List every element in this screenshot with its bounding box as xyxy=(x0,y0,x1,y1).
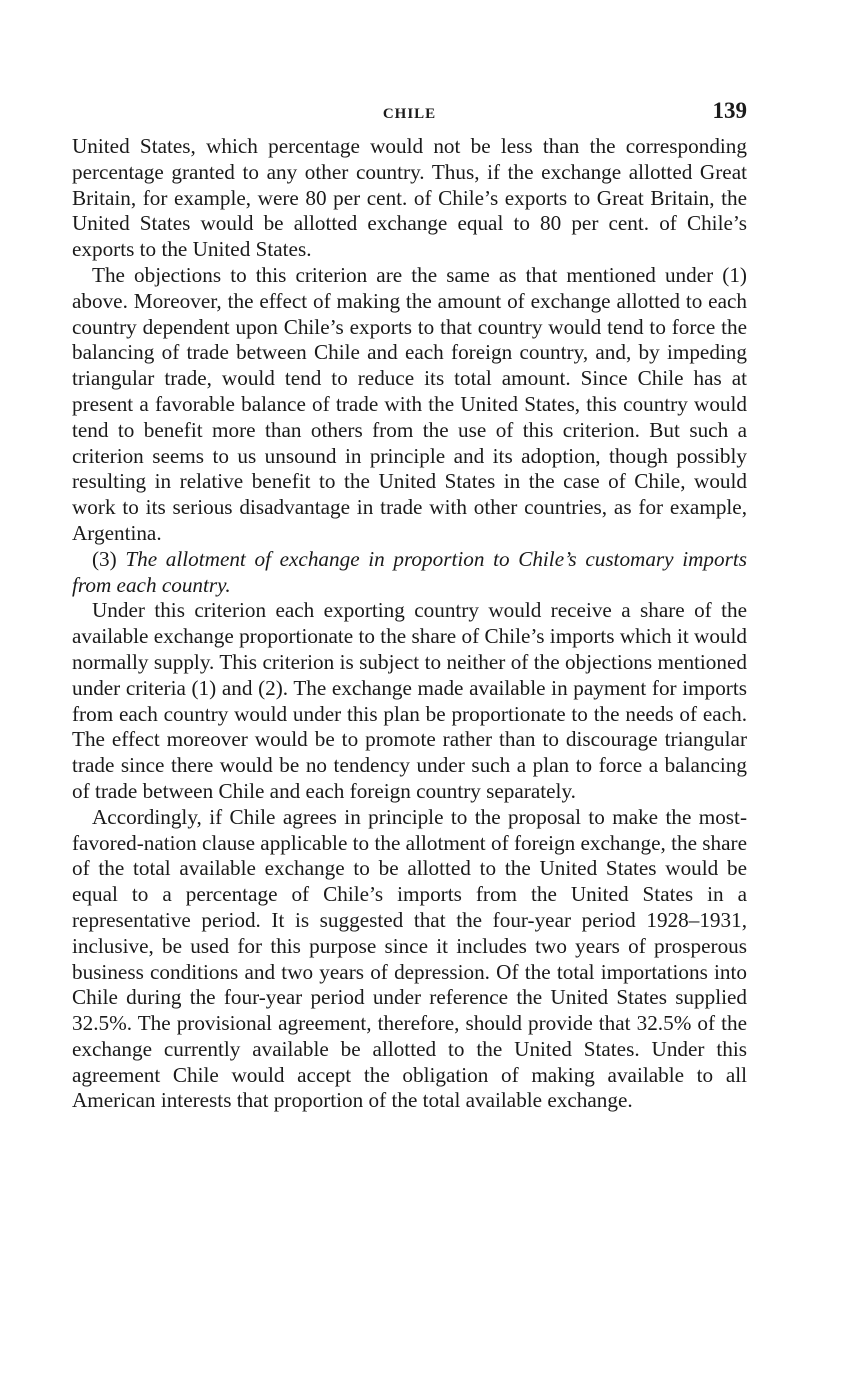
running-title: CHILE xyxy=(382,106,437,122)
criterion-heading xyxy=(72,547,747,599)
paragraph-recommendation: Accordingly, if Chile agrees in principle to the proposal to make the most-favored-nation clause applicable to the allotment of foreign exchange, the share of the total available exchange to be allotted to the United States would be equal to a percentage of Chile’s imports from the United States in a representative period. It is suggested that the four-year period 1928–1931, inclusive, be used for this purpose since it includes two years of prosperous business conditions and two years of depression. Of the total importations into Chile during the four-year period under reference the United States supplied 32.5%. The provisional agreement, therefore, should provide that 32.5% of the exchange currently available be allotted to the United States. Under this agreement Chile would accept the obligation of making available to all American interests that proportion of the total available exchange. xyxy=(72,804,747,1113)
criterion-title: The allotment of exchange in proportion to Chile’s customary imports from each country. xyxy=(72,546,747,597)
paragraph-criterion-explanation: Under this criterion each exporting country would receive a share of the available exchange proportionate to the share of Chile’s imports which it would normally supply. This criterion is subject to neither of the objections mentioned under criteria (1) and (2). The exchange made available in payment for imports from each country would under this plan be proportionate to the needs of each. The effect moreover would be to promote rather than to discourage triangular trade since there would be no tendency under such a plan to force a balancing of trade between Chile and each foreign country separately. xyxy=(72,598,747,803)
body-text xyxy=(72,134,747,1114)
paragraph-objections: The objections to this criterion are the same as that mentioned under (1) above. Moreover, the effect of making the amount of exchange allotted to each country dependent upon Chile’s exports to that country would tend to force the balancing of trade between Chile and each foreign country, and, by impeding triangular trade, would tend to reduce its total amount. Since Chile has at present a favorable balance of trade with the United States, this country would tend to benefit more than others from the use of this criterion. But such a criterion seems to us unsound in principle and its adoption, though possibly resulting in relative benefit to the United States in the case of Chile, would work to its serious disadvantage in trade with other countries, as for example, Argentina. xyxy=(72,262,747,545)
paragraph-continuation: United States, which percentage would not be less than the corresponding percentage granted to any other country. Thus, if the exchange allotted Great Britain, for example, were 80 per cent. of Chile’s exports to Great Britain, the United States would be allotted exchange equal to 80 per cent. of Chile’s exports to the United States. xyxy=(72,134,747,262)
document-page xyxy=(72,98,747,1114)
running-head xyxy=(72,98,747,134)
page-number: 139 xyxy=(712,98,747,123)
criterion-number: (3) xyxy=(92,546,126,571)
